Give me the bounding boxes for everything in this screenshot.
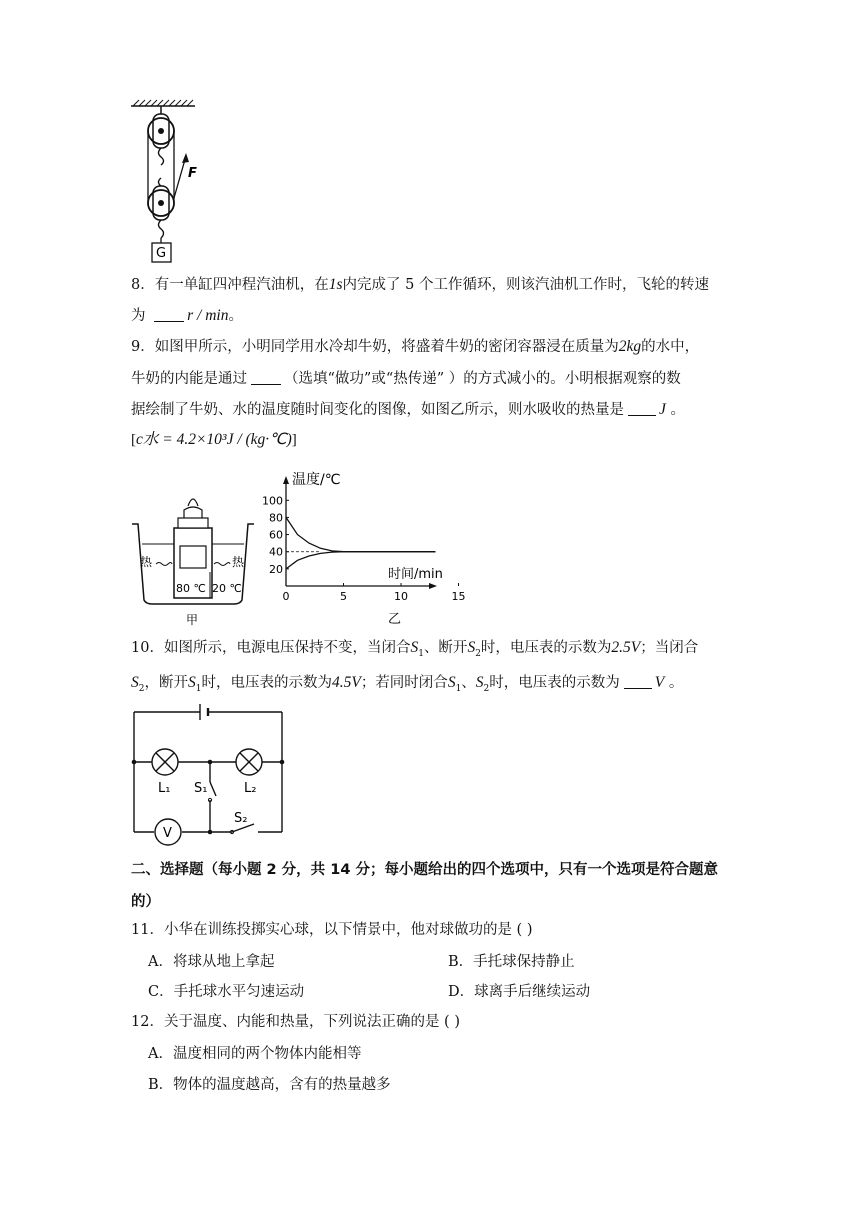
switch-s2-label: S₂: [234, 811, 248, 826]
lamp-l1-label: L₁: [158, 781, 171, 796]
answer-blank[interactable]: [628, 401, 656, 416]
y-tick-label: 20: [269, 562, 283, 576]
heat-label-right: 热: [232, 555, 245, 569]
y-tick-label: 60: [269, 528, 283, 542]
x-tick-label: 10: [394, 590, 408, 603]
q9-line2: 牛奶的内能是通过 （选填“做功”或“热传递” ）的方式减小的。小明根据观察的数: [131, 371, 681, 387]
water-temp-label: 20 ℃: [212, 582, 242, 595]
q9-line1: 9．如图甲所示，小明同学用水冷却牛奶，将盛着牛奶的密闭容器浸在质量为2kg的水中，: [131, 338, 700, 355]
q9-formula: [c水 = 4.2×10³J / (kg·℃)]: [131, 431, 297, 448]
heat-label-left: 热: [140, 555, 153, 569]
q11-option-c[interactable]: C．手托球水平匀速运动: [148, 984, 305, 1000]
section-heading: 二、选择题（每小题 2 分，共 14 分；每小题给出的四个选项中，只有一个选项是符合题意: [131, 862, 718, 878]
q12-option-a[interactable]: A．温度相同的两个物体内能相等: [148, 1046, 362, 1062]
q10-line1: 10．如图所示，电源电压保持不变，当闭合$S_1$、断开$S_2$时，电压表的示数为2.5V；当闭合: [131, 639, 699, 659]
answer-blank[interactable]: [624, 674, 652, 689]
q11-option-b[interactable]: B．手托球保持静止: [448, 954, 575, 970]
q12-option-b[interactable]: B．物体的温度越高，含有的热量越多: [148, 1077, 391, 1093]
y-tick-label: 40: [269, 545, 283, 559]
q10-line2: $S_2$，断开$S_1$时，电压表的示数为4.5V；若同时闭合$S_1$、$S_2$时，电压表的示数为 V 。: [131, 674, 684, 694]
pulley-figure: [125, 98, 220, 268]
x-axis-arrow: [429, 583, 437, 589]
series-line-1: [286, 517, 436, 551]
section-heading-cont: 的）: [131, 894, 160, 910]
q11-stem: 11．小华在训练投掷实心球，以下情景中，他对球做功的是 ( ): [131, 922, 533, 938]
x-tick-label: 0: [282, 590, 290, 603]
beaker-figure: [128, 488, 258, 628]
q12-stem: 12．关于温度、内能和热量，下列说法正确的是 ( ): [131, 1014, 460, 1030]
x-tick-label: 5: [340, 590, 347, 603]
answer-blank[interactable]: [251, 370, 281, 385]
q11-option-d[interactable]: D．球离手后继续运动: [448, 984, 591, 1000]
voltmeter-label: V: [163, 826, 172, 841]
y-axis-label: 温度/℃: [292, 472, 341, 488]
y-axis-arrow: [283, 476, 289, 484]
milk-temp-label: 80 ℃: [176, 582, 206, 595]
answer-blank[interactable]: [154, 307, 184, 322]
q11-option-a[interactable]: A．将球从地上拿起: [148, 954, 275, 970]
y-tick-label: 80: [269, 511, 283, 525]
switch-s1-label: S₁: [194, 781, 208, 796]
fig-caption-yi: 乙: [388, 612, 402, 627]
fig-caption-jia: 甲: [186, 613, 199, 627]
lamp-l2-label: L₂: [244, 781, 257, 796]
temperature-chart: [256, 466, 466, 631]
x-tick-label: 15: [451, 590, 466, 603]
x-axis-label: 时间/min: [388, 567, 443, 582]
q8-line1: 8．有一单缸四冲程汽油机，在1s内完成了 5 个工作循环，则该汽油机工作时，飞轮的转速: [131, 276, 709, 293]
y-tick-label: 100: [262, 494, 283, 508]
force-label: F: [188, 166, 197, 181]
q8-line2: 为 r / min。: [131, 307, 243, 324]
q9-line3: 据绘制了牛奶、水的温度随时间变化的图像，如图乙所示，则水吸收的热量是 J 。: [131, 401, 685, 418]
circuit-diagram: [128, 700, 288, 842]
load-label: G: [156, 246, 167, 261]
